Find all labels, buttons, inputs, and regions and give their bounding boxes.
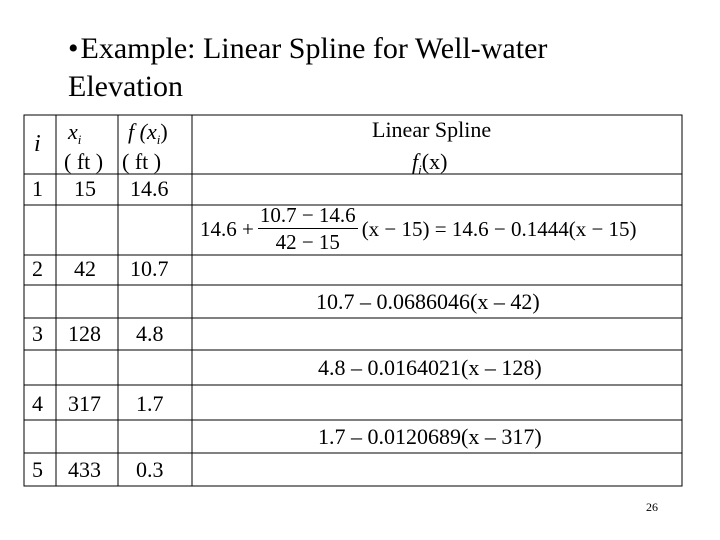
row-1-i: 1: [32, 176, 43, 201]
title-line-1: •Example: Linear Spline for Well-water: [68, 32, 548, 65]
spline-1-fraction: $\frac{10.7 - 14.6}{42 - 15}$: [259, 203, 356, 254]
slide-title: [68, 30, 547, 106]
spline-1: 14.6 + $\frac{10.7 - 14.6}{42 - 15}$ (x − 15) = 14.6 − 0.1444(x − 15): [200, 203, 637, 254]
header-spline-title: Linear Spline: [372, 117, 492, 142]
row-3-i: 3: [32, 321, 43, 346]
header-f-unit: ( ft ): [122, 149, 162, 174]
row-3-x: 128: [68, 321, 101, 346]
header-x: $x_i$: [68, 119, 82, 147]
row-4-x: 317: [68, 391, 101, 416]
header-i: i: [34, 131, 41, 157]
row-4-i: 4: [32, 391, 43, 416]
header-spline-f: $f_i(x)$: [412, 149, 448, 177]
row-2-f: 10.7: [130, 256, 169, 281]
row-5-f: 0.3: [136, 457, 164, 482]
row-5-i: 5: [32, 457, 43, 482]
bullet: •: [68, 32, 79, 65]
row-2-x: 42: [74, 256, 96, 281]
spline-4: 1.7 – 0.0120689(x – 317): [318, 424, 542, 449]
spline-3: 4.8 – 0.0164021(x – 128): [318, 355, 542, 380]
spline-2: 10.7 – 0.0686046(x – 42): [316, 289, 540, 314]
row-1-x: 15: [74, 176, 96, 201]
row-3-f: 4.8: [136, 321, 164, 346]
row-2-i: 2: [32, 256, 43, 281]
row-1-f: 14.6: [130, 176, 169, 201]
page-number: 26: [646, 500, 658, 514]
header-f: f $(x_i)$: [128, 119, 168, 147]
row-4-f: 1.7: [136, 391, 164, 416]
header-x-unit: ( ft ): [64, 149, 104, 174]
title-line-2: Elevation: [68, 70, 183, 103]
row-5-x: 433: [68, 457, 101, 482]
